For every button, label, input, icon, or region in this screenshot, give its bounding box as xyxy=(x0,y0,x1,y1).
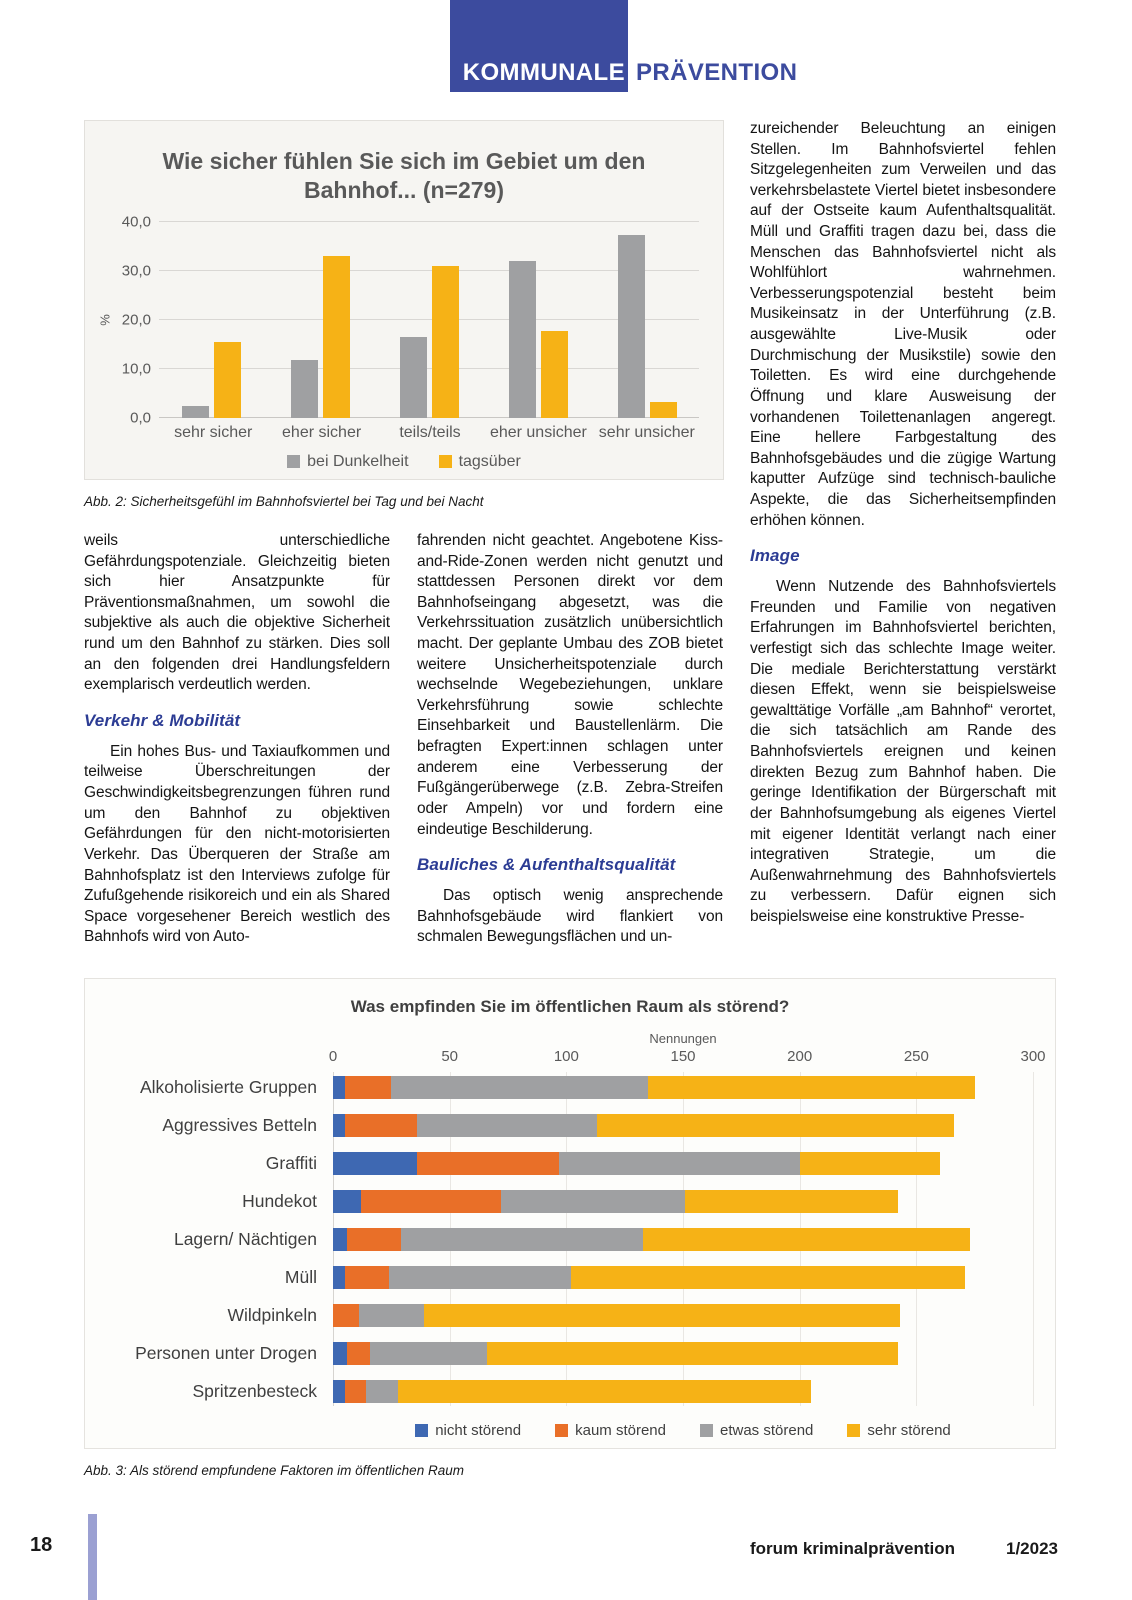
x-tick-label: 50 xyxy=(441,1048,458,1065)
bar-segment xyxy=(366,1380,399,1403)
chart-row xyxy=(121,1372,1033,1410)
x-tick-label: 250 xyxy=(903,1048,929,1065)
chart-row xyxy=(121,1144,1033,1182)
bar-segment xyxy=(417,1152,559,1175)
paragraph: weils unterschiedliche Gefährdungspotenziale. Gleichzeitig bieten sich hier Ansatzpunkte für Präventionsmaßnahmen, um sowohl die subjektive als auch die objektive Sicherheit rund um den Bahnhof zu stärken. Dies soll an den folgenden drei Handlungsfeldern exemplarisch verdeutlich werden. xyxy=(84,532,390,694)
column-right xyxy=(750,119,1056,928)
section-heading: Image xyxy=(750,546,800,566)
bar-track xyxy=(333,1266,1033,1289)
legend-item xyxy=(847,1422,950,1439)
bar-group xyxy=(163,222,259,418)
paragraph: Ein hohes Bus- und Taxiaufkommen und teilweise Überschreitungen der Geschwindigkeitsbegrenzungen führen rund um den Bahnhof zu objektiven Gefährdungen für den nicht-motorisierten Verkehr. Das Überqueren der Straße am Bahnhofsplatz ist den Interviews zufolge für Zufußgehende risikoreich und ein als Shared Space vorgesehener Bereich westlich des Bahnhofs wird von Auto- xyxy=(84,742,390,946)
legend-swatch xyxy=(415,1424,428,1437)
footer-accent-bar xyxy=(88,1514,97,1600)
safety-chart-body xyxy=(97,213,705,427)
bar-segment xyxy=(487,1342,898,1365)
bar-segment xyxy=(424,1304,900,1327)
gridline xyxy=(1033,1072,1034,1406)
bar xyxy=(432,266,459,418)
legend-item xyxy=(555,1422,666,1439)
bar xyxy=(291,360,318,418)
chart-row xyxy=(121,1334,1033,1372)
page-number: 18 xyxy=(30,1534,53,1556)
bar-segment xyxy=(597,1114,954,1137)
category-label: Graffiti xyxy=(265,1152,317,1173)
y-tick-label: 0,0 xyxy=(130,409,151,427)
column-middle xyxy=(417,531,723,948)
x-tick-label: 150 xyxy=(670,1048,696,1065)
disturbance-chart-rows xyxy=(121,1068,1033,1410)
disturbance-chart-ticks xyxy=(328,1048,1046,1068)
legend-swatch xyxy=(439,455,452,468)
bar-segment xyxy=(401,1228,644,1251)
x-category-label: sehr unsicher xyxy=(598,423,695,441)
bar-segment xyxy=(333,1152,417,1175)
bar-segment xyxy=(571,1266,965,1289)
bar-track xyxy=(333,1076,1033,1099)
legend-item xyxy=(287,453,408,471)
paragraph: Das optisch wenig ansprechende Bahnhofsgebäude wird flankiert von schmalen Bewegungsflächen und un- xyxy=(417,887,723,946)
x-tick-label: 0 xyxy=(328,1048,338,1065)
issue-number: 1/2023 xyxy=(1006,1539,1058,1558)
column-left xyxy=(84,531,390,948)
bar xyxy=(509,261,536,418)
legend-item xyxy=(415,1422,521,1439)
legend-swatch xyxy=(287,455,300,468)
x-category-label: eher unsicher xyxy=(489,423,587,441)
y-tick-label: 20,0 xyxy=(121,311,151,329)
journal-name: forum kriminalprävention xyxy=(750,1539,955,1558)
x-tick-label: 100 xyxy=(553,1048,579,1065)
y-tick-label: 10,0 xyxy=(121,360,151,378)
bar-segment xyxy=(333,1228,347,1251)
y-tick-label: 40,0 xyxy=(121,213,151,231)
bar-segment xyxy=(333,1266,345,1289)
legend-label: bei Dunkelheit xyxy=(307,452,409,470)
bar xyxy=(214,342,241,417)
bar-track xyxy=(333,1114,1033,1137)
x-tick-label: 300 xyxy=(1020,1048,1046,1065)
legend-label: tagsüber xyxy=(458,452,521,470)
category-label: Lagern/ Nächtigen xyxy=(173,1228,317,1249)
chart-row xyxy=(121,1220,1033,1258)
safety-chart-yaxis xyxy=(97,213,159,427)
disturbance-chart-figure xyxy=(84,978,1056,1449)
bar-segment xyxy=(333,1190,361,1213)
bar-segment xyxy=(347,1228,401,1251)
bar-track xyxy=(333,1190,1033,1213)
category-label: Spritzenbesteck xyxy=(192,1380,317,1401)
bar-segment xyxy=(333,1380,345,1403)
x-tick-label: 200 xyxy=(787,1048,813,1065)
x-category-label: teils/teils xyxy=(399,423,461,441)
legend-item xyxy=(439,453,521,471)
bar-track xyxy=(333,1152,1033,1175)
bar-segment xyxy=(345,1380,366,1403)
bar-segment xyxy=(333,1076,345,1099)
page-header xyxy=(450,0,797,92)
bar-segment xyxy=(685,1190,897,1213)
chart-row xyxy=(121,1296,1033,1334)
bar-group xyxy=(272,222,368,418)
chart-row xyxy=(121,1068,1033,1106)
category-label: Wildpinkeln xyxy=(227,1304,317,1325)
chart-row xyxy=(121,1106,1033,1144)
figure3-caption: Abb. 3: Als störend empfundene Faktoren im öffentlichen Raum xyxy=(84,1463,464,1478)
footer-journal-line xyxy=(750,1539,1058,1559)
bar-segment xyxy=(398,1380,811,1403)
bar-segment xyxy=(389,1266,571,1289)
x-category-label: eher sicher xyxy=(282,423,362,441)
safety-chart-xlabels xyxy=(159,424,701,442)
bar-segment xyxy=(333,1342,347,1365)
legend-swatch xyxy=(700,1424,713,1437)
bar-segment xyxy=(359,1304,424,1327)
bar xyxy=(541,331,568,418)
bar xyxy=(400,337,427,418)
bar-group xyxy=(490,222,586,418)
bar-group xyxy=(381,222,477,418)
header-title-right: PRÄVENTION xyxy=(636,59,798,86)
category-label: Müll xyxy=(284,1266,317,1287)
bar-groups xyxy=(159,222,699,418)
bar-segment xyxy=(800,1152,940,1175)
bar-segment xyxy=(345,1076,392,1099)
bar-segment xyxy=(391,1076,648,1099)
bar-segment xyxy=(333,1114,345,1137)
safety-chart-figure xyxy=(84,120,724,480)
bar-segment xyxy=(333,1304,359,1327)
legend-swatch xyxy=(555,1424,568,1437)
figure2-caption: Abb. 2: Sicherheitsgefühl im Bahnhofsviertel bei Tag und bei Nacht xyxy=(84,494,484,509)
legend-item xyxy=(700,1422,813,1439)
bar xyxy=(182,406,209,418)
legend-label: sehr störend xyxy=(867,1422,951,1439)
bar-segment xyxy=(361,1190,501,1213)
safety-chart-title: Wie sicher fühlen Sie sich im Gebiet um den Bahnhof... (n=279) xyxy=(162,148,646,204)
x-category-label: sehr sicher xyxy=(174,423,253,441)
legend-label: etwas störend xyxy=(720,1422,814,1439)
category-label: Alkoholisierte Gruppen xyxy=(139,1076,317,1097)
bar xyxy=(323,256,350,418)
bar-segment xyxy=(370,1342,487,1365)
section-heading: Verkehr & Mobilität xyxy=(84,710,241,730)
bar-segment xyxy=(643,1228,970,1251)
bar-segment xyxy=(417,1114,597,1137)
bar xyxy=(650,402,677,418)
safety-chart-yunit: % xyxy=(97,314,113,326)
section-heading: Bauliches & Aufenthaltsqualität xyxy=(417,855,676,875)
disturbance-chart-title: Was empfinden Sie im öffentlichen Raum als störend? xyxy=(350,997,790,1016)
y-tick-label: 30,0 xyxy=(121,262,151,280)
bar-track xyxy=(333,1342,1033,1365)
chart-row xyxy=(121,1258,1033,1296)
bar-segment xyxy=(648,1076,975,1099)
safety-chart-plot xyxy=(159,222,699,418)
bar-segment xyxy=(559,1152,799,1175)
category-label: Aggressives Betteln xyxy=(162,1114,317,1135)
paragraph: zureichender Beleuchtung an einigen Stellen. Im Bahnhofsviertel fehlen Sitzgelegenheiten zum Verweilen und das verkehrsbelastete Viertel bietet insbesondere auf der Ostseite kaum Aufenthaltsqualität. Müll und Graffiti tragen dazu bei, dass die Menschen das Bahnhofsviertel nicht als Wohlfühlort wahrnehmen. Verbesserungspotenzial besteht beim Musikeinsatz in der Unterführung (z.B. ausgewählte Live-Musik oder Durchmischung der Musikstile) sowie den Toiletten. Es wird eine durchgehende Öffnung und klare Ausweisung der vorhandenen Toilettenanlagen angeregt. Eine hellere Farbgestaltung des Bahnhofsgebäudes und die zügige Wartung kaputter Aufzüge sind technisch-bauliche Aspekte, die das Sicherheitsempfinden erhöhen können. xyxy=(750,120,1056,529)
legend-label: kaum störend xyxy=(575,1422,666,1439)
legend-label: nicht störend xyxy=(435,1422,522,1439)
bar-segment xyxy=(501,1190,685,1213)
chart-row xyxy=(121,1182,1033,1220)
bar-track xyxy=(333,1380,1033,1403)
legend-swatch xyxy=(847,1424,860,1437)
header-title-left: KOMMUNALE xyxy=(462,59,625,86)
category-label: Hundekot xyxy=(242,1190,317,1211)
paragraph: Wenn Nutzende des Bahnhofsviertels Freunden und Familie von negativen Erfahrungen im Bahnhofsviertel berichten, verfestigt sich das schlechte Image weiter. Die mediale Berichterstattung verstärkt diesen Effekt, wenn sie beispielsweise gewalttätige Vorfälle „am Bahnhof“ verortet, die sich tatsächlich am Rande des Bahnhofsviertels ereignen und keinen direkten Bezug zum Bahnhof haben. Die geringe Identifikation der Bürgerschaft mit der Bahnhofsumgebung als eigenes Viertel mit eigener Identität verlangt nach einer integrativen Strategie, um die Außenwahrnehmung des Bahnhofsviertels zu verbessern. Dafür eignen sich beispielsweise eine konstruktive Presse- xyxy=(750,578,1056,925)
header-brand-box xyxy=(450,0,628,92)
bar-segment xyxy=(345,1266,389,1289)
category-label: Personen unter Drogen xyxy=(135,1342,317,1363)
paragraph: fahrenden nicht geachtet. Angebotene Kiss-and-Ride-Zonen werden nicht genutzt und stattdessen Personen direkt vor dem Bahnhofseingang abgesetzt, was die Verkehrssituation zusätzlich unübersichtlich macht. Der geplante Umbau des ZOB bietet weitere Unsicherheitspotenziale durch wechselnde Wegebeziehungen, unklare Verkehrsführung sowie schlechte Einsehbarkeit und Baustellenlärm. Die befragten Expert:innen schlagen unter anderem eine Verbesserung der Fußgängerüberwege (z.B. Zebra-Streifen oder Ampeln) vor und fordern eine eindeutige Beschilderung. xyxy=(417,532,723,838)
bar-segment xyxy=(345,1114,417,1137)
safety-chart-legend xyxy=(97,453,711,471)
bar-group xyxy=(599,222,695,418)
bar-track xyxy=(333,1228,1033,1251)
bar xyxy=(618,235,645,418)
disturbance-chart-xlabel: Nennungen xyxy=(649,1031,717,1046)
bar-segment xyxy=(347,1342,370,1365)
bar-track xyxy=(333,1304,1033,1327)
disturbance-chart-legend xyxy=(333,1422,1033,1439)
